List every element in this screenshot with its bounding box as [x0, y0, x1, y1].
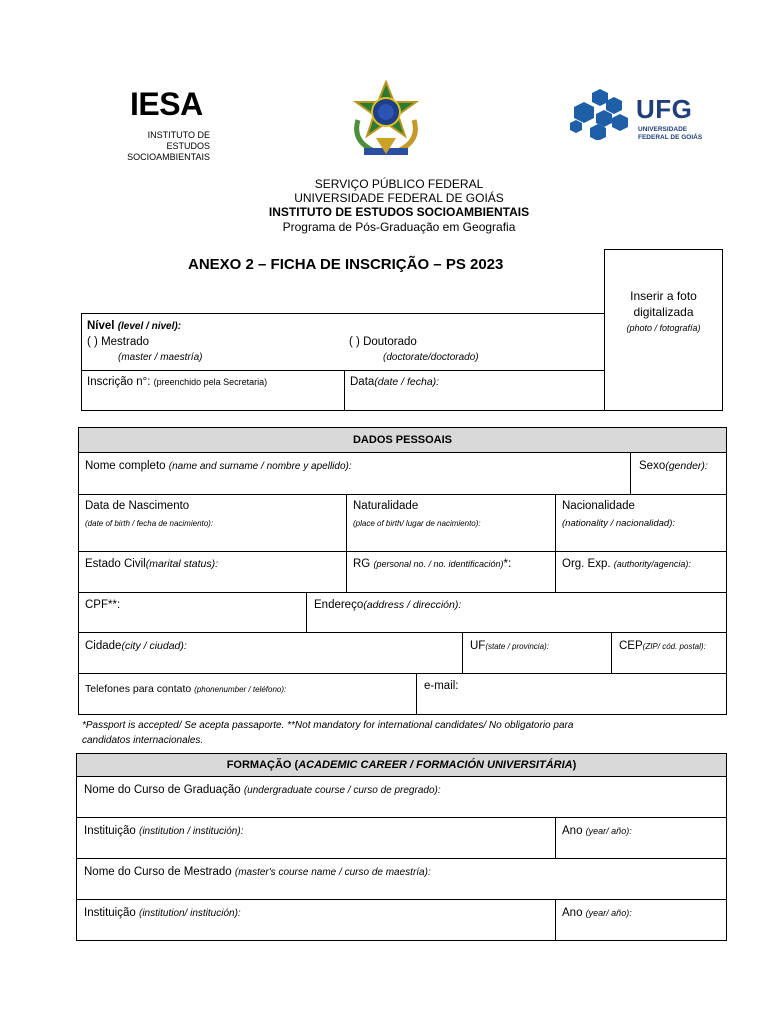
- endereco-field[interactable]: [314, 599, 461, 611]
- endereco-label: Endereço: [314, 599, 364, 611]
- ufg-logo-line1: UNIVERSIDADE: [638, 126, 688, 133]
- nome-field[interactable]: [85, 460, 352, 472]
- brazil-coat-of-arms-icon: [346, 80, 426, 162]
- estado-civil-field[interactable]: [85, 558, 218, 570]
- cidade-field[interactable]: [85, 640, 187, 652]
- instituicao1-field[interactable]: [84, 825, 243, 837]
- naturalidade-label: Naturalidade: [353, 500, 419, 512]
- option-doutorado[interactable]: [349, 336, 417, 348]
- naturalidade-sub: (place of birth/ lugar de nacimiento):: [353, 519, 481, 528]
- cep-field[interactable]: [619, 640, 706, 652]
- sexo-label: Sexo: [639, 460, 666, 472]
- nome-sub: (name and surname / nombre y apellido):: [168, 461, 352, 472]
- level-heading: [87, 320, 181, 332]
- cidade-label: Cidade: [85, 640, 122, 652]
- org-label: Org. Exp.: [562, 558, 611, 570]
- photo-box-label: [604, 288, 723, 336]
- cidade-sub: (city / ciudad):: [121, 640, 187, 652]
- estado-civil-label: Estado Civil: [85, 558, 146, 570]
- rg-label: RG: [353, 558, 371, 570]
- inscricao-sub: (preenchido pela Secretaria): [153, 377, 268, 387]
- data-label: Data: [350, 376, 375, 388]
- rg-sub: (personal no. / no. identificación): [373, 559, 504, 569]
- instituicao2-field[interactable]: [84, 907, 241, 919]
- cep-label: CEP: [619, 640, 643, 652]
- sexo-field[interactable]: [639, 460, 708, 472]
- uf-sub: (state / provincia):: [485, 642, 549, 651]
- header-line-3: INSTITUTO DE ESTUDOS SOCIOAMBIENTAIS: [268, 205, 530, 219]
- telefones-field[interactable]: [85, 683, 286, 695]
- iesa-logo-title: IESA: [130, 86, 203, 122]
- org-sub: (authority/agencia):: [613, 559, 691, 569]
- data-field[interactable]: [350, 376, 439, 388]
- mestrado-curso-sub: (master's course name / curso de maestría):: [234, 867, 431, 878]
- nacionalidade-label: Nacionalidade: [562, 500, 635, 512]
- ano1-field[interactable]: [562, 825, 632, 837]
- instituicao1-sub: (institution / institución):: [138, 826, 244, 837]
- ano1-sub: (year/ año):: [585, 826, 632, 836]
- graduacao-label: Nome do Curso de Graduação: [84, 784, 241, 796]
- ufg-hexagon-logo-icon: [568, 88, 634, 140]
- ano2-field[interactable]: [562, 907, 632, 919]
- nascimento-label: Data de Nascimento: [85, 500, 190, 512]
- rg-field[interactable]: [353, 558, 511, 570]
- formacao-heading-end: ): [572, 759, 577, 771]
- form-title: ANEXO 2 – FICHA DE INSCRIÇÃO – PS 2023: [188, 256, 504, 273]
- graduacao-sub: (undergraduate course / curso de pregrado):: [243, 785, 441, 796]
- inscricao-label: Inscrição n°:: [87, 376, 151, 388]
- option-mestrado[interactable]: [87, 336, 149, 348]
- endereco-sub: (address / dirección):: [363, 599, 462, 611]
- mestrado-curso-field[interactable]: [84, 866, 431, 878]
- cpf-field[interactable]: CPF**:: [85, 599, 121, 611]
- header-line-4: Programa de Pós-Graduação em Geografia: [282, 220, 516, 234]
- ufg-logo-line2: FEDERAL DE GOIÁS: [638, 134, 703, 141]
- instituicao2-label: Instituição: [84, 907, 136, 919]
- ufg-logo-title: UFG: [636, 94, 693, 124]
- instituicao1-label: Instituição: [84, 825, 136, 837]
- formacao-heading-en: ACADEMIC CAREER / FORMACIÓN UNIVERSITÁRIA: [298, 759, 573, 771]
- mestrado-checkbox[interactable]: ( ): [87, 336, 98, 348]
- email-field[interactable]: e-mail:: [424, 680, 459, 692]
- rg-suffix: *:: [503, 558, 512, 570]
- header-line-2: UNIVERSIDADE FEDERAL DE GOIÁS: [294, 191, 504, 205]
- nome-label: Nome completo: [85, 460, 166, 472]
- formacao-heading: [77, 759, 726, 771]
- graduacao-field[interactable]: [84, 784, 441, 796]
- ano1-label: Ano: [562, 825, 583, 837]
- photo-line3: (photo / fotografía): [626, 323, 701, 333]
- telefones-sub: (phonenumber / teléfono):: [194, 685, 287, 694]
- iesa-logo-line2: ESTUDOS SOCIOAMBIENTAIS: [127, 141, 210, 162]
- footnote-line2: candidatos internacionales.: [82, 735, 204, 746]
- formacao-heading-pt: FORMAÇÃO (: [226, 759, 299, 771]
- mestrado-label: Mestrado: [101, 336, 149, 348]
- ufg-logo-subtitle: [638, 126, 702, 142]
- data-sub: (date / fecha):: [374, 376, 440, 388]
- level-label-en: (level / nivel):: [117, 321, 182, 332]
- instituicao2-sub: (institution/ institución):: [138, 908, 241, 919]
- ano2-sub: (year/ año):: [585, 908, 632, 918]
- iesa-logo-line1: INSTITUTO DE: [147, 130, 210, 140]
- header-line-1: SERVIÇO PÚBLICO FEDERAL: [314, 177, 484, 191]
- ano2-label: Ano: [562, 907, 583, 919]
- level-label: Nível: [87, 320, 115, 332]
- mestrado-curso-label: Nome do Curso de Mestrado: [84, 866, 232, 878]
- nascimento-sub: (date of birth / fecha de nacimiento):: [85, 519, 214, 528]
- cep-sub: (ZIP/ cód. postal):: [642, 642, 706, 651]
- dados-heading: DADOS PESSOAIS: [352, 434, 453, 446]
- photo-line1: Inserir a foto: [630, 289, 697, 303]
- doutorado-checkbox[interactable]: ( ): [349, 336, 360, 348]
- sexo-sub: (gender):: [665, 460, 708, 472]
- footnote-line1: *Passport is accepted/ Se acepta passaporte. **Not mandatory for international candidates/ No obligatorio para: [82, 720, 574, 731]
- footnote: [82, 718, 722, 748]
- uf-label: UF: [470, 640, 486, 652]
- doutorado-label: Doutorado: [363, 336, 417, 348]
- telefones-label: Telefones para contato: [85, 683, 192, 695]
- uf-field[interactable]: [470, 640, 549, 652]
- nacionalidade-sub: (nationality / nacionalidad):: [562, 518, 676, 529]
- iesa-logo-subtitle: [82, 130, 210, 163]
- org-field[interactable]: [562, 558, 691, 570]
- mestrado-sub: (master / maestría): [118, 352, 203, 363]
- doutorado-sub: (doctorate/doctorado): [383, 352, 479, 363]
- estado-civil-sub: (marital status):: [145, 558, 219, 570]
- inscricao-field[interactable]: [87, 376, 267, 388]
- photo-line2: digitalizada: [633, 305, 694, 319]
